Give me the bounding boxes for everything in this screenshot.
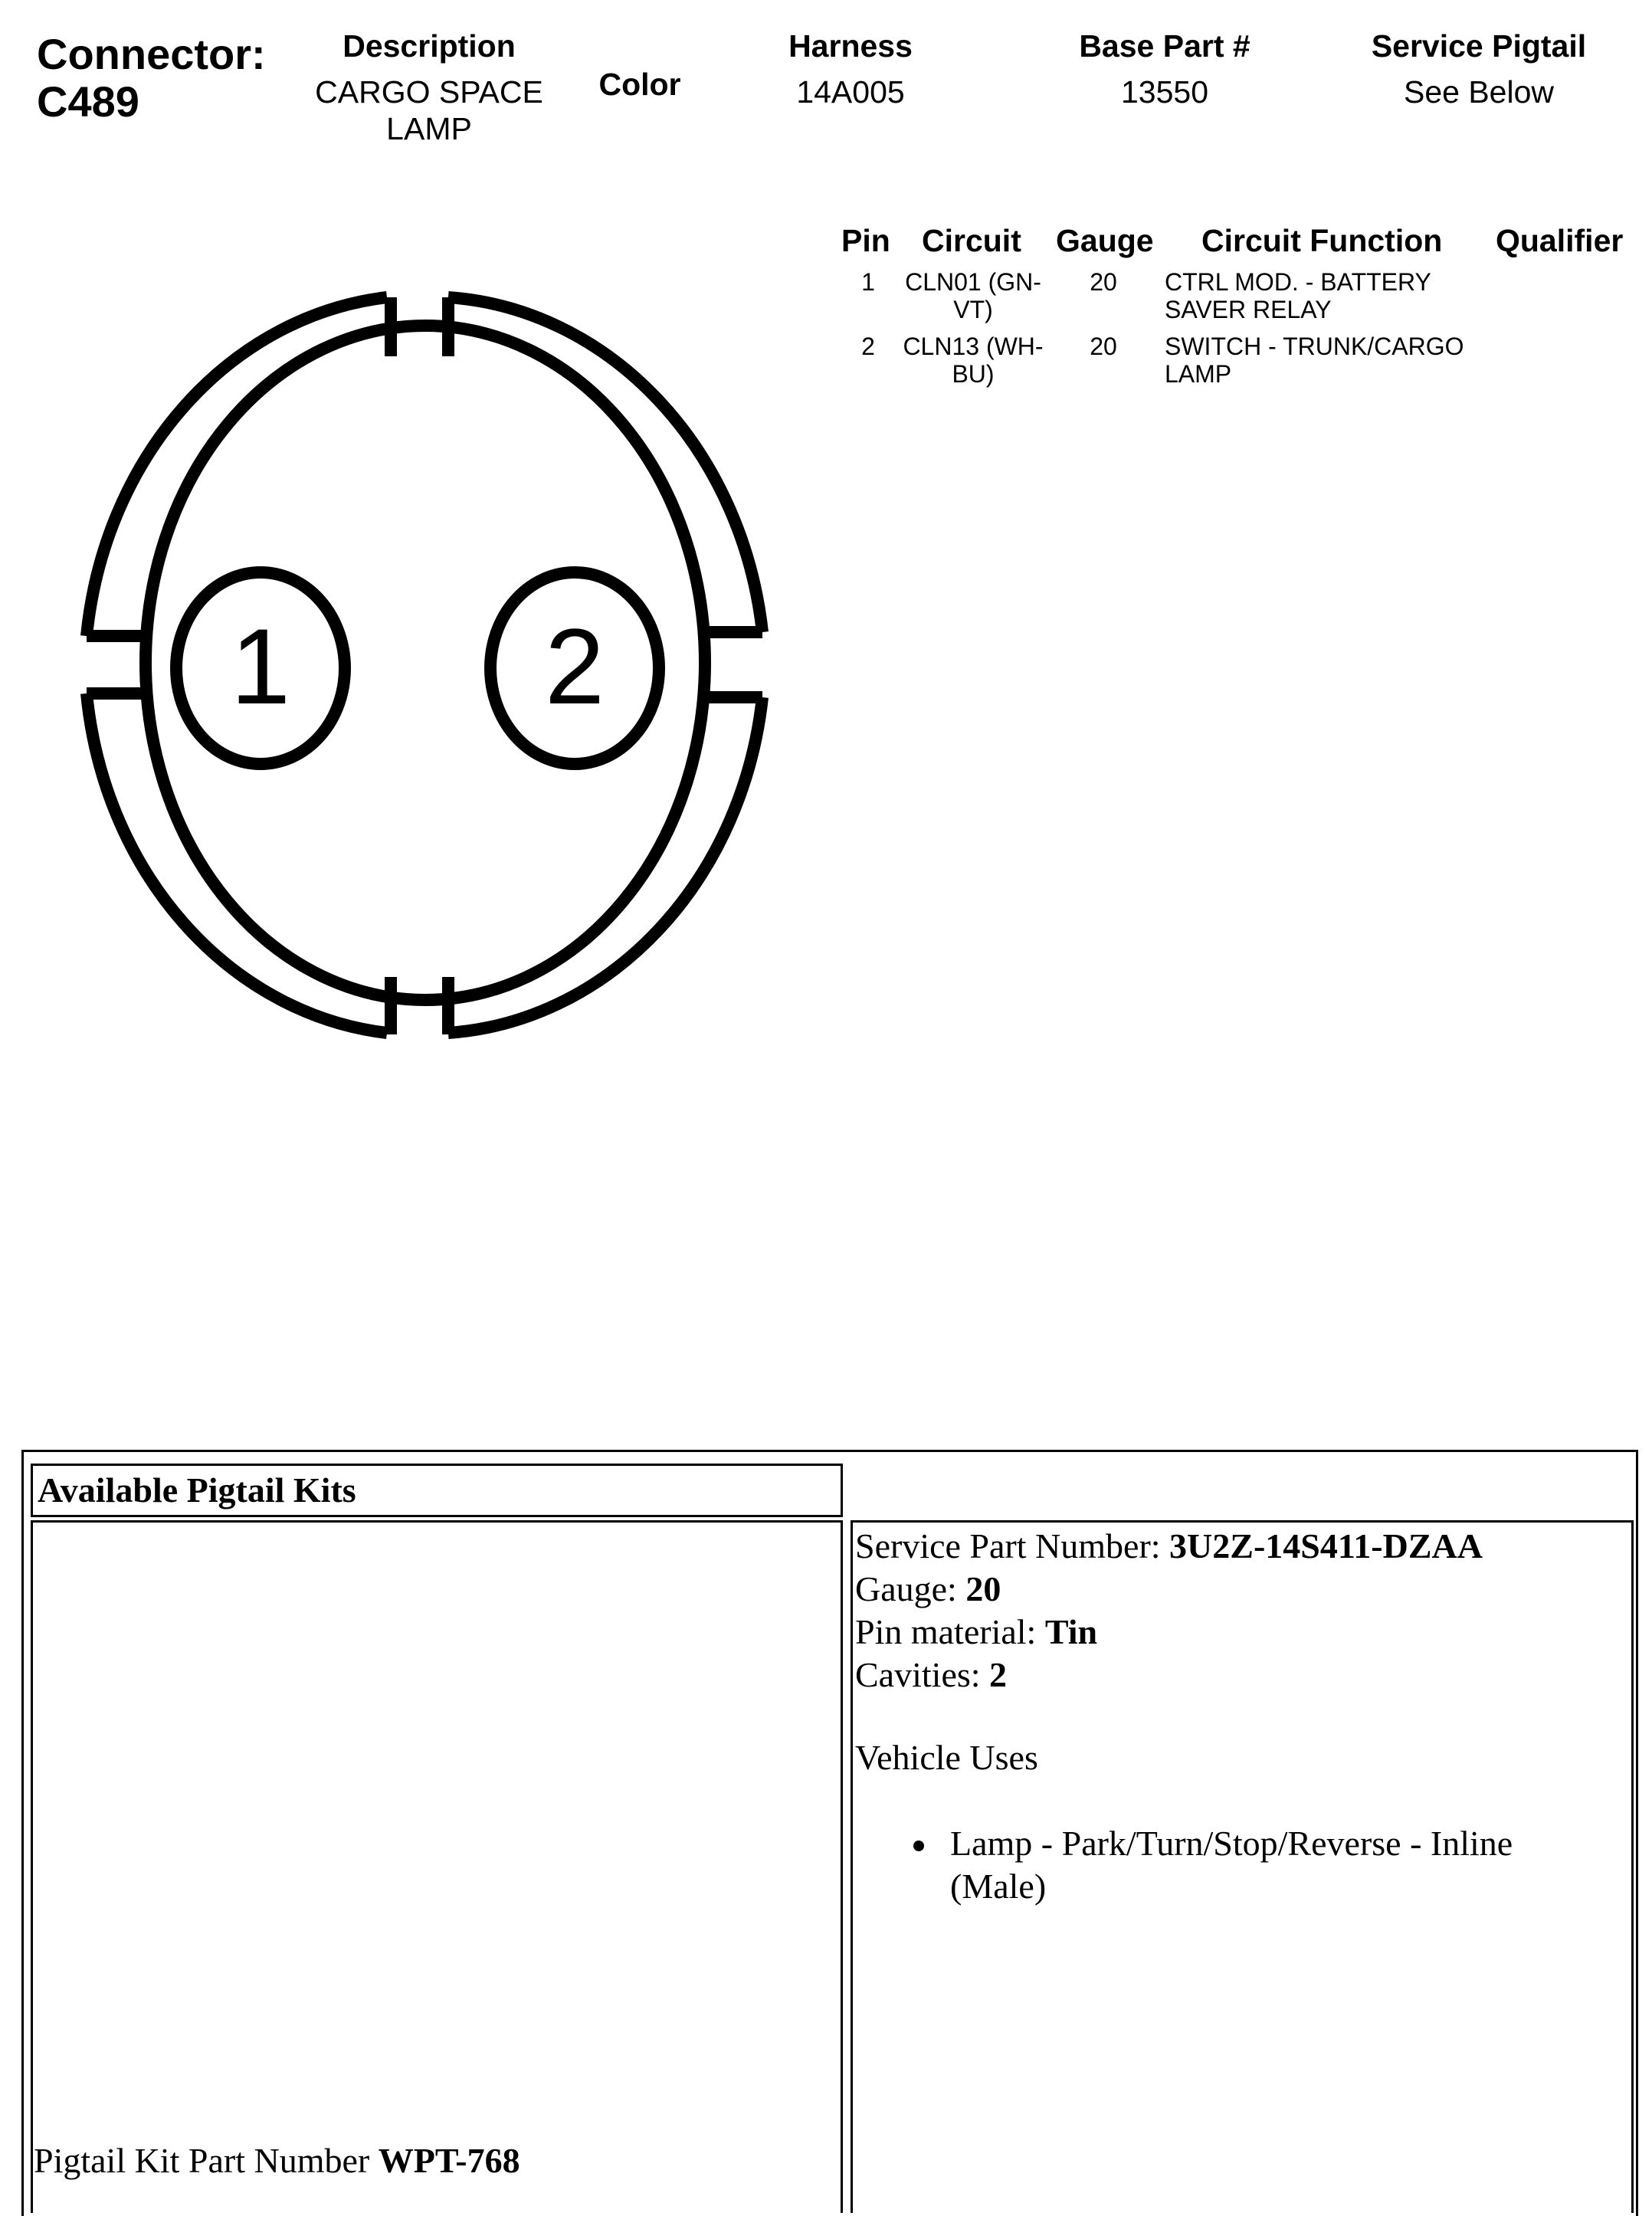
circuit-cell	[893, 333, 1054, 388]
service-part-label: Service Part Number:	[855, 1526, 1170, 1565]
base-part-value: 13550	[1120, 74, 1208, 110]
function-line1: CTRL MOD. - BATTERY	[1165, 268, 1431, 296]
vehicle-uses-title: Vehicle Uses	[855, 1738, 1038, 1777]
service-part-value: 3U2Z-14S411-DZAA	[1169, 1526, 1483, 1565]
pigtail-kits-title: Available Pigtail Kits	[31, 1464, 843, 1517]
pigtail-kit-left-cell	[31, 1520, 843, 2213]
harness-header: Harness	[788, 28, 913, 64]
kit-part-value: WPT-768	[378, 2141, 520, 2180]
list-item	[950, 1822, 1624, 1908]
description-value-line1: CARGO SPACE	[315, 74, 543, 110]
pin-number: 1	[861, 268, 875, 296]
function-line2: LAMP	[1165, 360, 1232, 388]
pigtail-kit-part-number	[34, 2139, 520, 2182]
pin-material-label: Pin material:	[855, 1612, 1045, 1651]
function-cell	[1165, 268, 1486, 323]
function-col-header: Circuit Function	[1201, 223, 1443, 258]
gauge-col-header: Gauge	[1056, 223, 1154, 258]
circuit-cell	[893, 268, 1054, 323]
gauge-cell: 20	[1090, 268, 1117, 296]
inner-body	[146, 326, 705, 1000]
service-part-row	[855, 1525, 1483, 1568]
circuit-line1: CLN01 (GN-	[905, 268, 1041, 296]
description-value-line2: LAMP	[386, 111, 472, 146]
description-header: Description	[343, 28, 516, 64]
kit-part-label: Pigtail Kit Part Number	[34, 2141, 379, 2180]
cavities-label: Cavities:	[855, 1655, 990, 1694]
pin-number: 2	[861, 333, 875, 360]
bullet-icon	[913, 1841, 924, 1851]
circuit-line2: BU)	[952, 360, 995, 388]
left-notch	[87, 636, 148, 693]
gauge-label: Gauge:	[855, 1569, 966, 1608]
gauge-cell: 20	[1090, 333, 1117, 360]
connector-label	[37, 31, 266, 126]
base-part-header: Base Part #	[1079, 28, 1250, 64]
vehicle-use-line1: Lamp - Park/Turn/Stop/Reverse - Inline	[950, 1824, 1513, 1863]
pin-material-row	[855, 1611, 1483, 1654]
gauge-row	[855, 1568, 1483, 1611]
color-header: Color	[598, 67, 681, 102]
vehicle-use-line2: (Male)	[950, 1867, 1047, 1906]
description-value	[291, 74, 567, 147]
harness-value: 14A005	[796, 74, 905, 110]
connector-face-diagram	[73, 284, 793, 1080]
function-line2: SAVER RELAY	[1165, 296, 1332, 323]
pin1-label: 1	[231, 606, 290, 726]
connector-id: C489	[37, 77, 139, 126]
circuit-line2: VT)	[953, 296, 993, 323]
function-cell	[1165, 333, 1486, 388]
qualifier-col-header: Qualifier	[1496, 223, 1624, 258]
cavities-row	[855, 1654, 1483, 1696]
pigtail-specs	[855, 1525, 1483, 1696]
pin2-label: 2	[545, 606, 605, 726]
circuit-col-header: Circuit	[922, 223, 1021, 258]
pin-material-value: Tin	[1044, 1612, 1098, 1651]
function-line1: SWITCH - TRUNK/CARGO	[1165, 333, 1464, 360]
cavities-value: 2	[989, 1655, 1008, 1694]
service-pigtail-value: See Below	[1403, 74, 1554, 110]
connector-label-line1: Connector:	[37, 30, 266, 78]
service-pigtail-header: Service Pigtail	[1371, 28, 1587, 64]
pin-col-header: Pin	[841, 223, 890, 258]
gauge-value: 20	[965, 1569, 1001, 1608]
circuit-line1: CLN13 (WH-	[903, 333, 1044, 360]
